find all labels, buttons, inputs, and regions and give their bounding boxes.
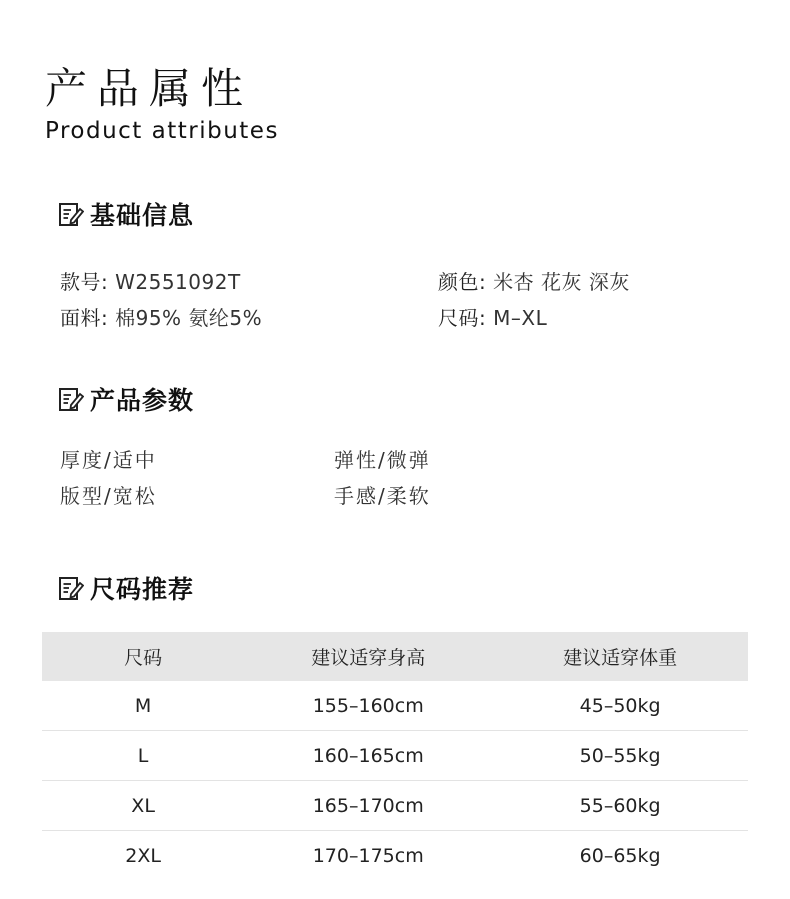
param-thickness: 厚度/适中 <box>60 448 157 472</box>
section-title: 产品参数 <box>90 386 195 415</box>
fabric-value: 棉95% 氨纶5% <box>115 306 263 330</box>
style-number-label: 款号: <box>60 270 109 294</box>
style-number <box>60 266 241 295</box>
size-info <box>438 302 547 331</box>
section-size-header <box>58 570 194 606</box>
page-subtitle: Product attributes <box>45 118 279 144</box>
cell-size: L <box>42 731 244 781</box>
cell-height: 160–165cm <box>244 731 492 781</box>
cell-height: 165–170cm <box>244 781 492 831</box>
table-row <box>42 781 748 831</box>
table-row <box>42 681 748 731</box>
style-number-value: W2551092T <box>115 270 241 294</box>
param-fit: 版型/宽松 <box>60 484 157 508</box>
column-header-weight: 建议适穿体重 <box>492 632 748 681</box>
size-label: 尺码: <box>438 306 487 330</box>
section-title: 尺码推荐 <box>90 575 195 604</box>
table-header-row <box>42 632 748 681</box>
cell-weight: 60–65kg <box>579 844 661 867</box>
size-table <box>42 632 748 880</box>
edit-note-icon <box>58 201 84 227</box>
param-feel: 手感/柔软 <box>334 484 431 508</box>
page-title: 产品属性 <box>45 64 254 113</box>
size-value: M–XL <box>493 306 548 330</box>
cell-size: XL <box>42 781 244 831</box>
cell-weight: 45–50kg <box>492 681 748 731</box>
table-row <box>42 831 748 881</box>
fabric-info <box>60 302 262 331</box>
color-value: 米杏 花灰 深灰 <box>493 270 630 294</box>
color-label: 颜色: <box>438 270 487 294</box>
cell-size: M <box>42 681 244 731</box>
fabric-label: 面料: <box>60 306 109 330</box>
edit-note-icon <box>58 575 84 601</box>
cell-height: 170–175cm <box>312 844 424 867</box>
section-params-header <box>58 381 194 417</box>
section-basic-info-header <box>58 196 194 232</box>
column-header-height: 建议适穿身高 <box>244 632 492 681</box>
cell-weight: 50–55kg <box>492 731 748 781</box>
cell-size: 2XL <box>125 844 161 867</box>
param-elasticity: 弹性/微弹 <box>334 448 431 472</box>
cell-height: 155–160cm <box>244 681 492 731</box>
edit-note-icon <box>58 386 84 412</box>
section-title: 基础信息 <box>90 201 195 230</box>
column-header-size: 尺码 <box>42 632 244 681</box>
cell-weight: 55–60kg <box>492 781 748 831</box>
table-row <box>42 731 748 781</box>
color-info <box>438 266 630 295</box>
